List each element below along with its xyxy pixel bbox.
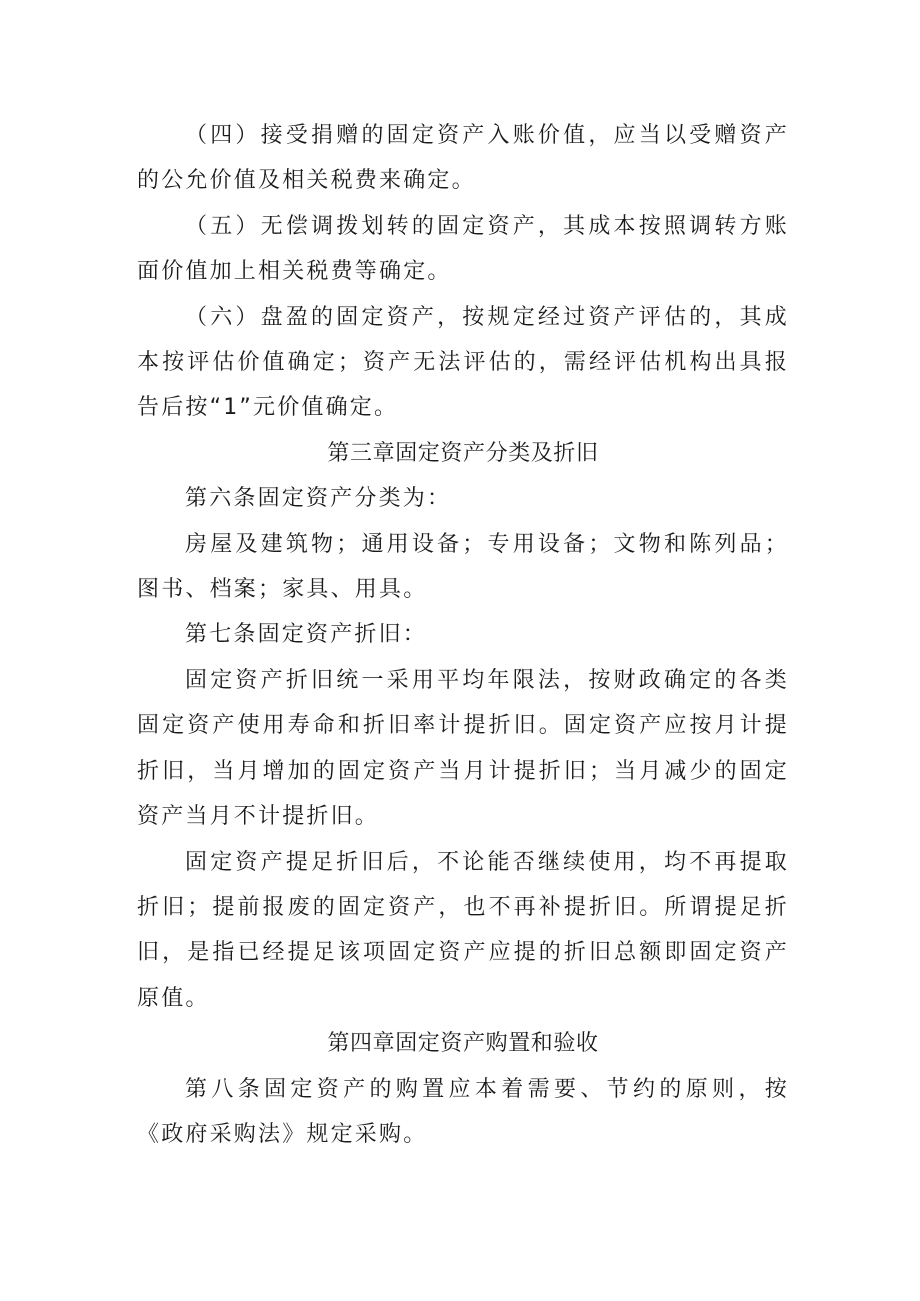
paragraph-transferred-assets: （五）无偿调拨划转的固定资产，其成本按照调转方账面价值加上相关税费等确定。 bbox=[137, 213, 789, 285]
paragraph-surplus-assets: （六）盘盈的固定资产，按规定经过资产评估的，其成本按评估价值确定；资产无法评估的，需经评估机构出具报告后按“1”元价值确定。 bbox=[137, 304, 789, 421]
article-7-full-depreciation: 固定资产提足折旧后，不论能否继续使用，均不再提取折旧；提前报废的固定资产，也不再补提折旧。所谓提足折旧，是指已经提足该项固定资产应提的折旧总额即固定资产原值。 bbox=[137, 849, 789, 1011]
paragraph-donated-assets: （四）接受捐赠的固定资产入账价值，应当以受赠资产的公允价值及相关税费来确定。 bbox=[137, 123, 789, 194]
document-page bbox=[137, 113, 789, 1157]
article-8-procurement: 第八条固定资产的购置应本着需要、节约的原则，按《政府采购法》规定采购。 bbox=[137, 1076, 789, 1147]
chapter-4-heading: 第四章固定资产购置和验收 bbox=[327, 1031, 599, 1057]
article-6-categories: 房屋及建筑物；通用设备；专用设备；文物和陈列品；图书、档案；家具、用具。 bbox=[137, 531, 789, 603]
chapter-3-heading: 第三章固定资产分类及折旧 bbox=[327, 440, 599, 466]
article-7-title: 第七条固定资产折旧： bbox=[185, 622, 428, 648]
article-6-title: 第六条固定资产分类为： bbox=[185, 486, 452, 512]
article-7-depreciation-method: 固定资产折旧统一采用平均年限法，按财政确定的各类固定资产使用寿命和折旧率计提折旧。固定资产应按月计提折旧，当月增加的固定资产当月计提折旧；当月减少的固定资产当月不计提折旧。 bbox=[137, 667, 789, 830]
